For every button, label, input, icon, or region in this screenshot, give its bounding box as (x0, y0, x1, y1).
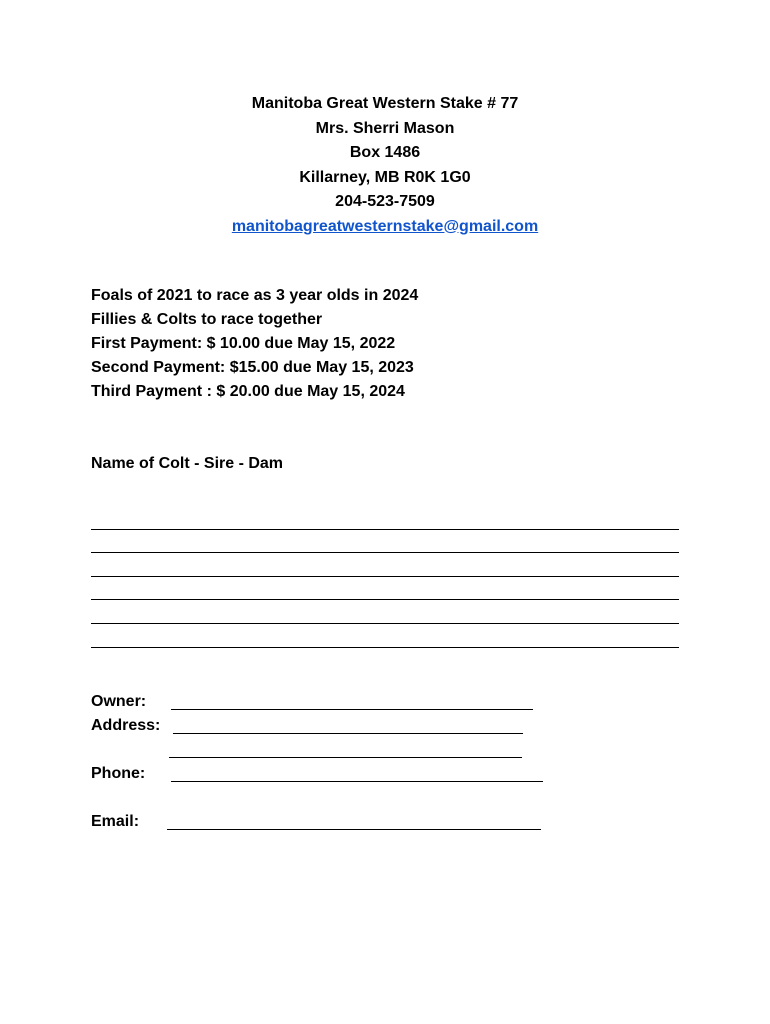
header-block (0, 92, 770, 239)
owner-field-line[interactable] (171, 692, 533, 710)
colt-entry-line[interactable] (91, 624, 679, 648)
colt-entry-lines (91, 506, 679, 648)
email-label: Email: (91, 813, 140, 830)
colt-entry-line[interactable] (91, 553, 679, 577)
colt-name-label: Name of Colt - Sire - Dam (91, 455, 284, 472)
colt-entry-line[interactable] (91, 577, 679, 601)
address-field-line-2[interactable] (169, 740, 522, 758)
owner-block (91, 690, 571, 830)
email-field-line[interactable] (167, 812, 541, 830)
colt-entry-line[interactable] (91, 600, 679, 624)
address-field-line[interactable] (173, 716, 523, 734)
address-label: Address: (91, 717, 161, 734)
contact-city: Killarney, MB R0K 1G0 (299, 168, 471, 186)
terms-race-together: Fillies & Colts to race together (91, 311, 323, 328)
colt-entry-line[interactable] (91, 530, 679, 554)
phone-label: Phone: (91, 765, 146, 782)
phone-field-line[interactable] (171, 764, 543, 782)
contact-email-link[interactable]: manitobagreatwesternstake@gmail.com (231, 217, 539, 235)
terms-second-payment: Second Payment: $15.00 due May 15, 2023 (91, 359, 414, 376)
terms-foals: Foals of 2021 to race as 3 year olds in 2024 (91, 287, 419, 304)
terms-first-payment: First Payment: $ 10.00 due May 15, 2022 (91, 335, 396, 352)
contact-box: Box 1486 (349, 144, 421, 161)
contact-phone: 204-523-7509 (335, 193, 435, 210)
terms-third-payment: Third Payment : $ 20.00 due May 15, 2024 (91, 383, 405, 400)
colt-entry-line[interactable] (91, 506, 679, 530)
owner-label: Owner: (91, 693, 147, 710)
contact-name: Mrs. Sherri Mason (315, 119, 455, 137)
terms-block (91, 284, 418, 404)
stake-title: Manitoba Great Western Stake # 77 (251, 95, 519, 112)
